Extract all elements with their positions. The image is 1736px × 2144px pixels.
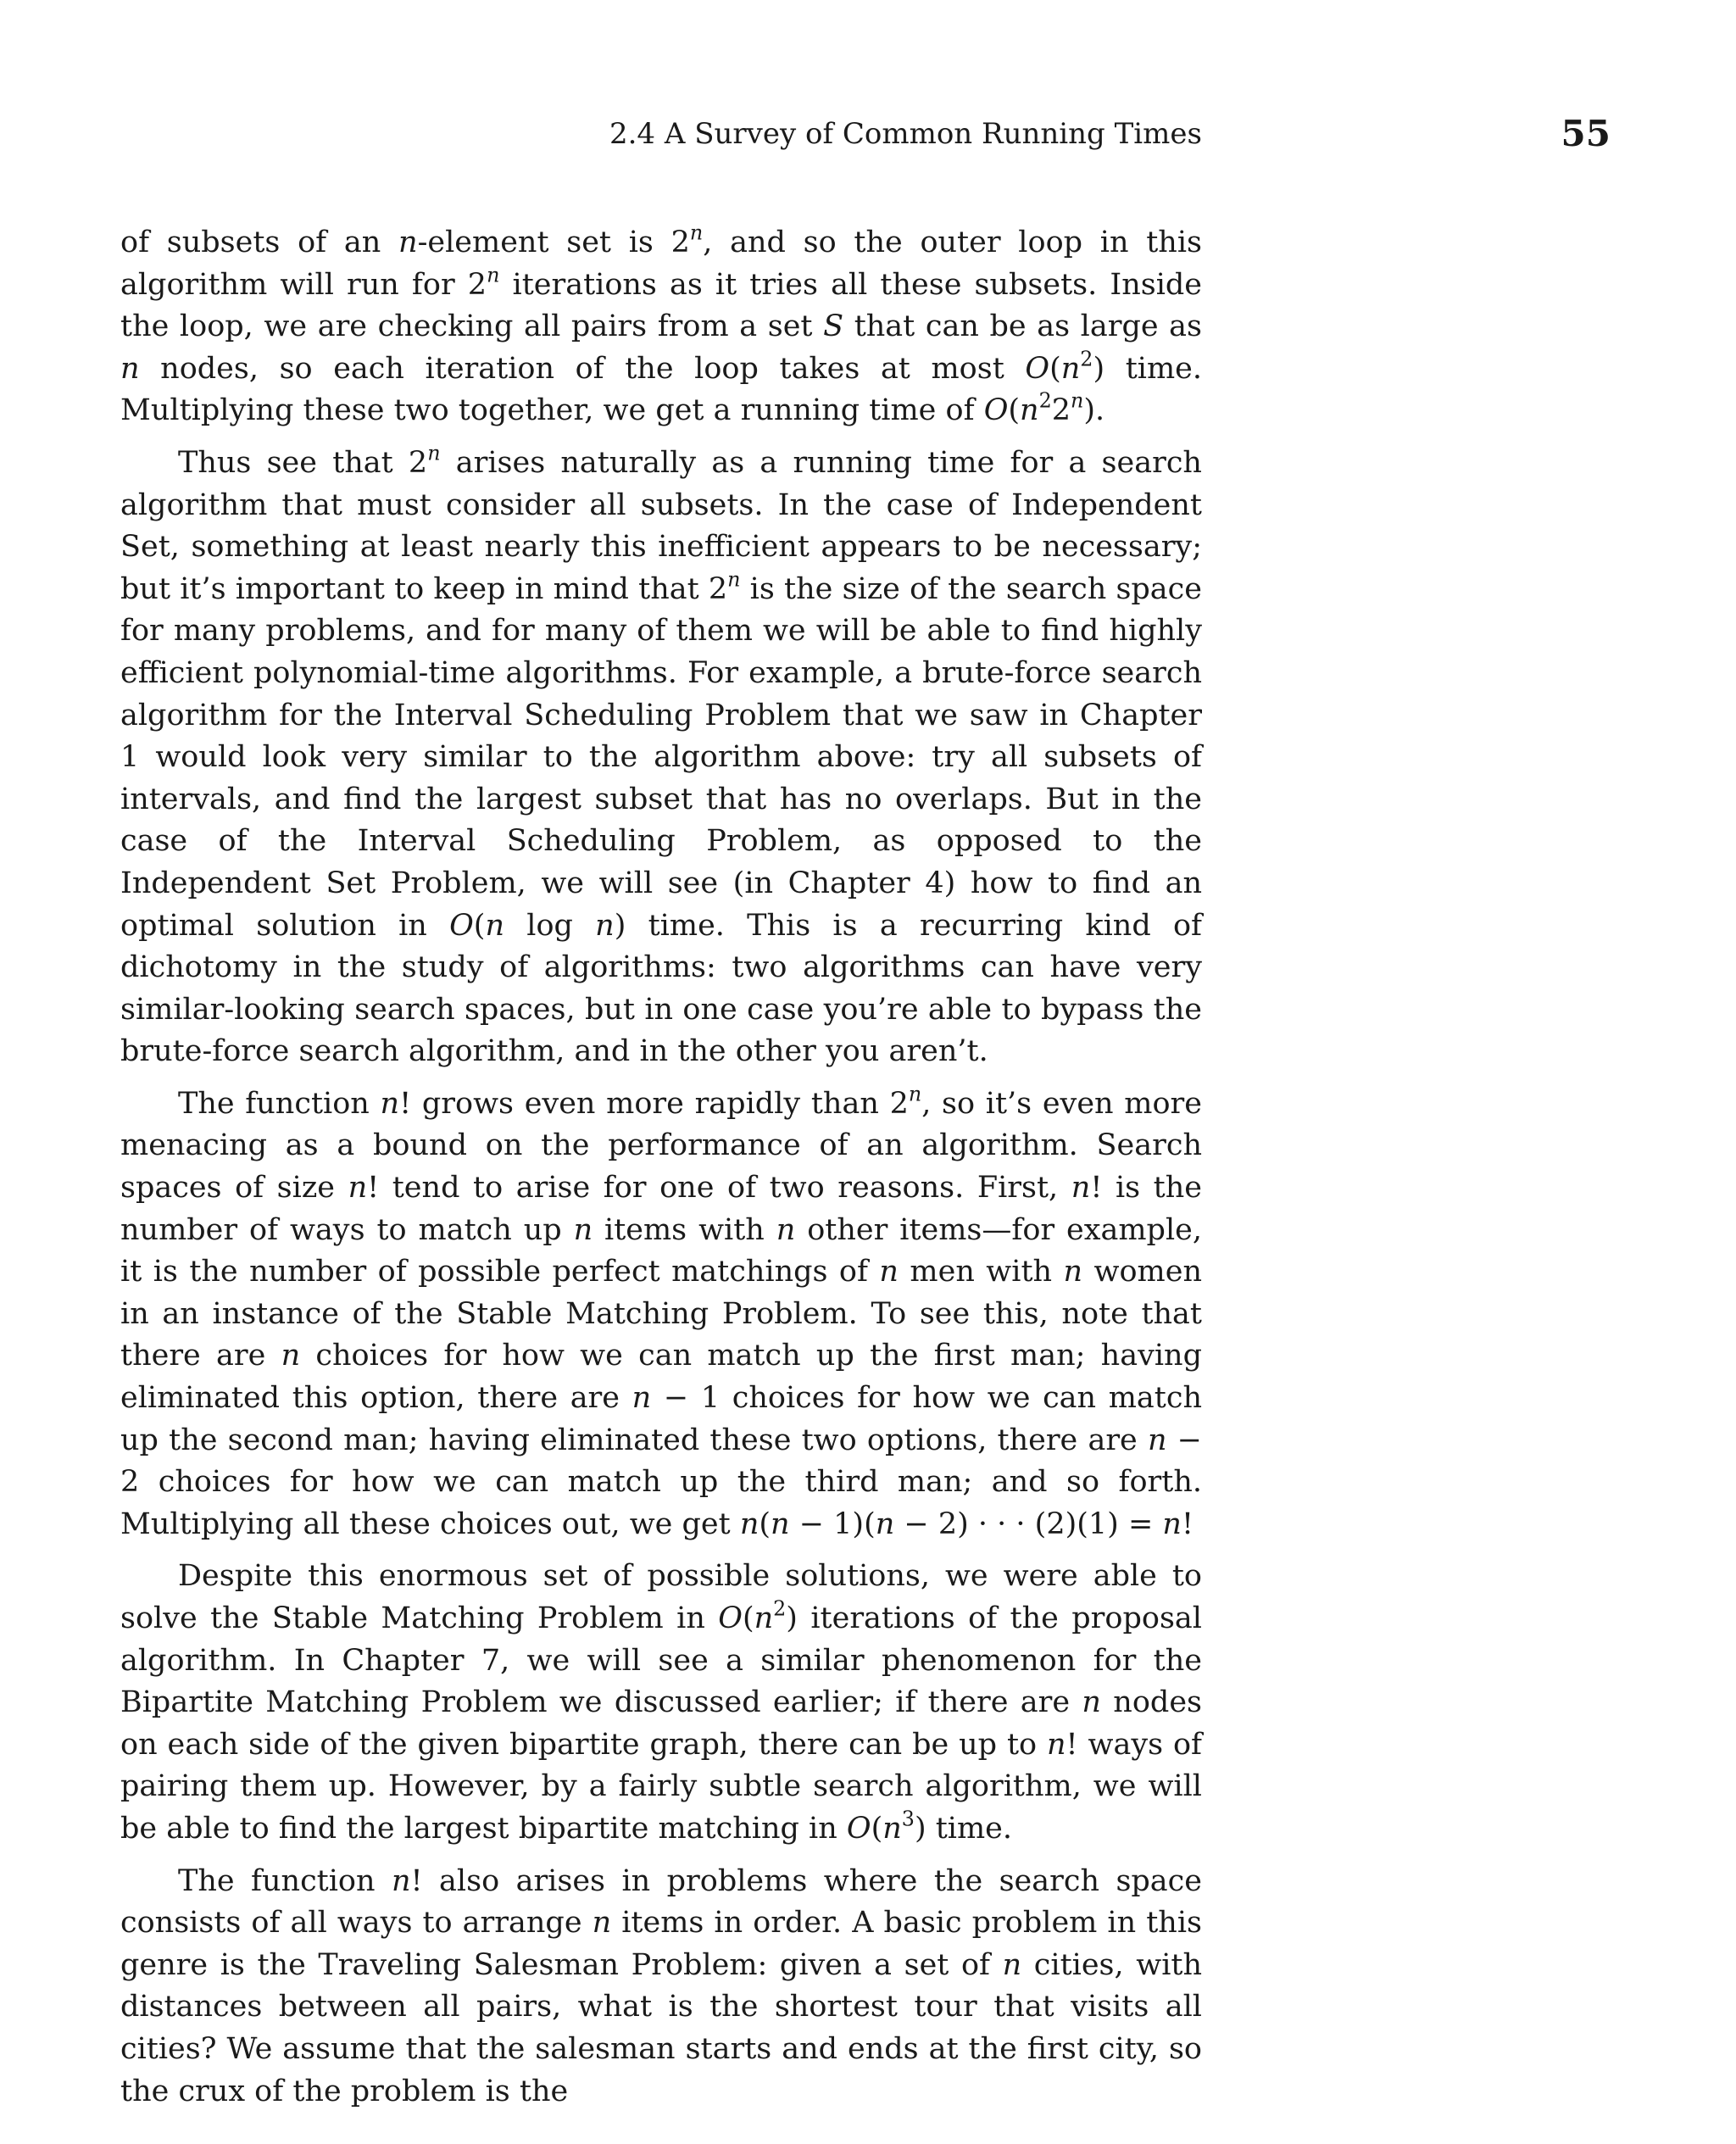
paragraph-1: of subsets of an n-element set is 2$^n$, and so the outer loop in this algorithm will run for 2$^n$ iterations as it tries all these subsets. Inside the loop, we are checking all pairs from a set S that can be as large as n nodes, so each iteration of the loop takes at most $O(n^2)$ time. Multiplying these two together, we get a running time of $O(n^22^n)$. [120, 220, 1203, 428]
running-head: 2.4 A Survey of Common Running Times [609, 117, 1202, 151]
paragraph-3: The function n! grows even more rapidly than 2$^n$, so it’s even more menacing as a bound on the performance of an algorithm. Search spaces of size n! tend to arise for one of two reasons. First, n! is the number of ways to match up n items with n other items—for example, it is the number of possible perfect matchings of n men with n women in an instance of the Stable Matching Problem. To see this, note that there are n choices for how we can match up the first man; having eliminated this option, there are n − 1 choices for how we can match up the second man; having eliminated these two options, there are n − 2 choices for how we can match up the third man; and so forth. Multiplying all these choices out, we get n(n − 1)(n − 2) · · · (2)(1) = n! [120, 1082, 1203, 1541]
body-text [120, 222, 1202, 2123]
page-number: 55 [1561, 113, 1611, 154]
paragraph-5: The function n! also arises in problems where the search space consists of all ways to arrange n items in order. A basic problem in this genre is the Traveling Salesman Problem: given a set of n cities, with distances between all pairs, what is the shortest tour that visits all cities? We assume that the salesman starts and ends at the first city, so the crux of the problem is the [120, 1863, 1202, 2108]
paragraph-4: Despite this enormous set of possible solutions, we were able to solve the Stable Matching Problem in $O(n^2)$ iterations of the proposal algorithm. In Chapter 7, we will see a similar phenomenon for the Bipartite Matching Problem we discussed earlier; if there are n nodes on each side of the given bipartite graph, there can be up to n! ways of pairing them up. However, by a fairly subtle search algorithm, we will be able to find the largest bipartite matching in $O(n^3)$ time. [120, 1559, 1203, 1846]
paragraph-2: Thus see that 2$^n$ arises naturally as a running time for a search algorithm that must consider all subsets. In the case of Independent Set, something at least nearly this inefficient appears to be necessary; but it’s important to keep in mind that 2$^n$ is the size of the search space for many problems, and for many of them we will be able to find highly efficient polynomial-time algorithms. For example, a brute-force search algorithm for the Interval Scheduling Problem that we saw in Chapter 1 would look very similar to the algorithm above: try all subsets of intervals, and find the largest subset that has no overlaps. But in the case of the Interval Scheduling Problem, as opposed to the Independent Set Problem, we will see (in Chapter 4) how to find an optimal solution in O(n log n) time. This is a recurring kind of dichotomy in the study of algorithms: two algorithms can have very similar-looking search spaces, but in one case you’re able to bypass the brute-force search algorithm, and in the other you aren’t. [120, 441, 1202, 1069]
